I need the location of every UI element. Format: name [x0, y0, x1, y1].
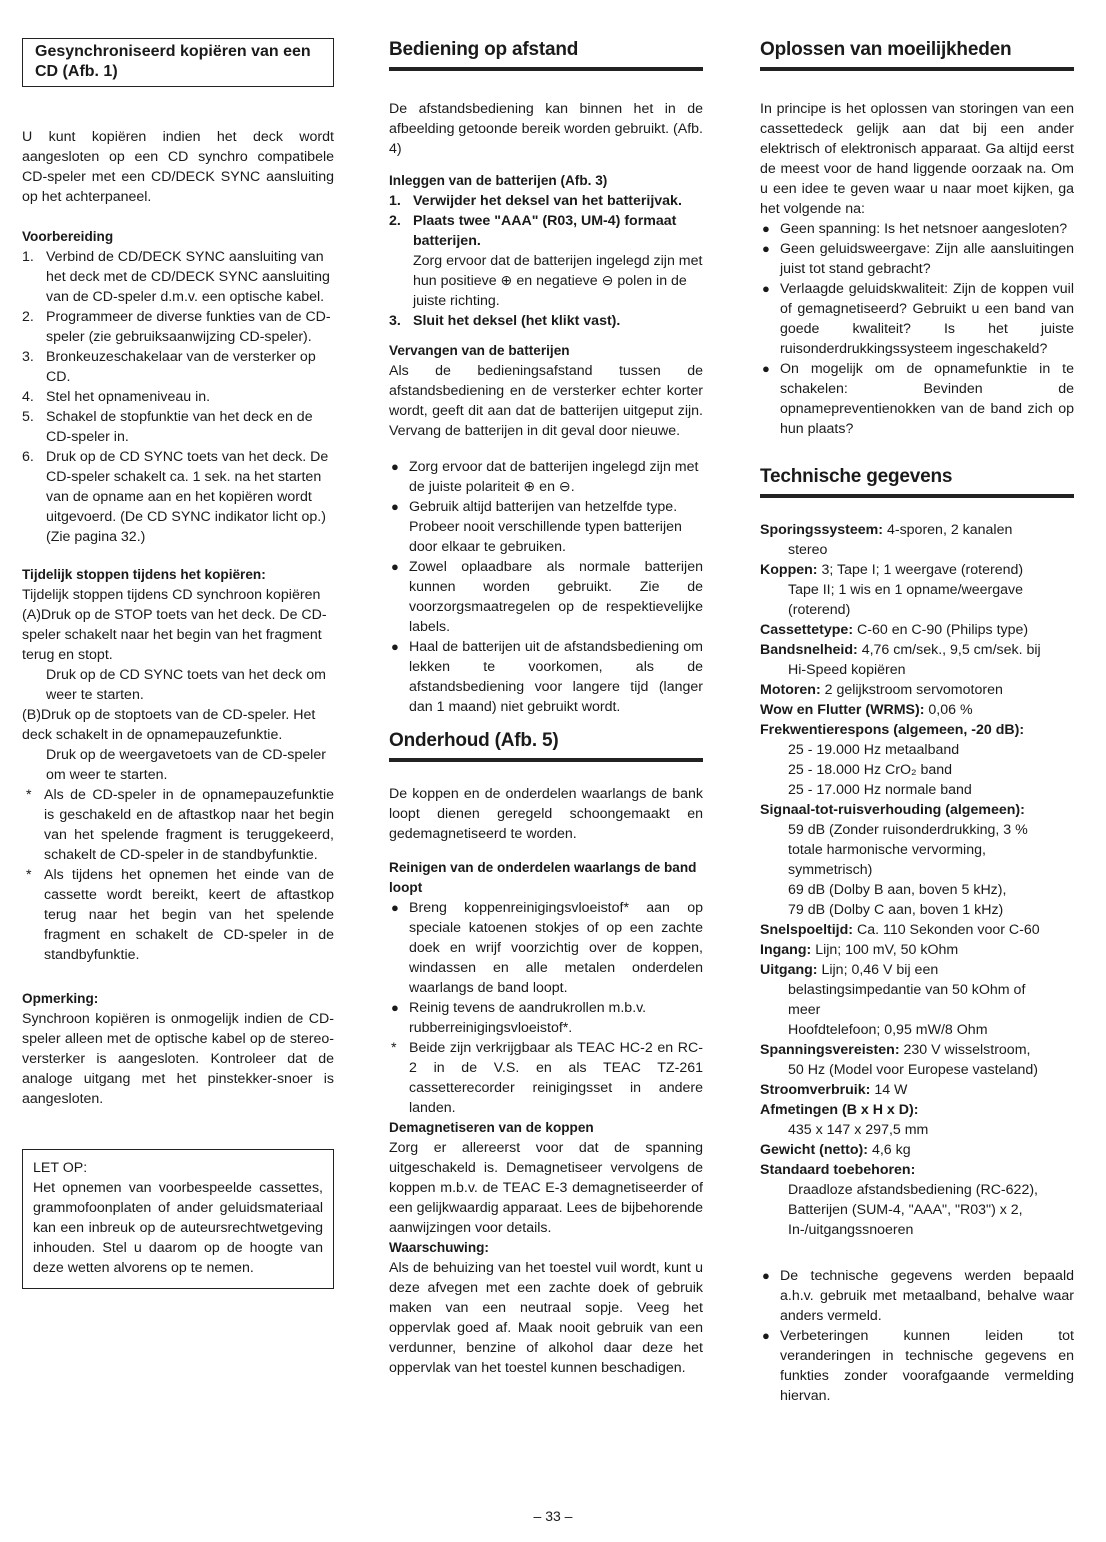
pause-b-restart: Druk op de weergavetoets van de CD-speler om weer te starten. — [46, 747, 326, 783]
column-right — [760, 38, 1074, 1406]
battery-replace-title: Vervangen van de batterijen — [389, 343, 570, 358]
clean-bullets — [389, 898, 703, 1038]
battery-step: 1. Verwijder het deksel van het batterijvak. — [389, 193, 682, 209]
spec-row: Standaard toebehoren: Draadloze afstandsbediening (RC-622), Batterijen (SUM-4, "AAA", "R03") x 2, In-/uitgangssnoeren — [760, 1162, 1038, 1238]
star-note: * Als de CD-speler in de opnamepauzefunktie is geschakeld en de aftastkop naar het begin van het spelende fragment is teruggekeerd, schakelt de CD-speler in de standbyfunktie. — [26, 787, 334, 863]
prep-step: 6. Druk op de CD SYNC toets van het deck. De CD-speler schakelt ca. 1 sek. na het starten van de opname aan en het kopiëren wordt uitgevoerd. (De CD SYNC indikator licht op.) (Zie pagina 32.) — [22, 449, 329, 545]
note-title: Opmerking: — [22, 991, 99, 1006]
spec-row: Motoren: 2 gelijkstroom servomotoren — [760, 682, 1003, 698]
pause-b: (B)Druk op de stoptoets van de CD-speler. Het deck schakelt in de opnamepauzefunktie. — [22, 707, 316, 743]
spec-notes — [760, 1266, 1074, 1406]
pause-intro: Tijdelijk stoppen tijdens CD synchroon kopiëren — [22, 587, 321, 603]
trouble-bullet: ● On mogelijk om de opnamefunktie in te schakelen: Bevinden de opnamepreventienokken van de band zich op hun plaats? — [762, 361, 1074, 437]
troubleshooting-intro: In principe is het oplossen van storingen van een cassettedeck gelijk aan dat bij een ander elektrisch of elektronisch apparaat. Ga altijd eerst de meest voor de hand liggende oorzaak na. Om u een idee te geven waar u naar moet kijken, ga het volgende na: — [760, 101, 1074, 217]
demag-title: Demagnetiseren van de koppen — [389, 1120, 594, 1135]
spec-row: Afmetingen (B x H x D): 435 x 147 x 297,5 mm — [760, 1102, 929, 1138]
column-left — [22, 38, 334, 1289]
clean-star-note — [389, 1038, 703, 1118]
spec-row: Snelspoeltijd: Ca. 110 Sekonden voor C-60 — [760, 922, 1040, 938]
trouble-bullet: ● Verlaagde geluidskwaliteit: Zijn de koppen vuil of gemagnetiseerd? Gebruikt u een band van goede kwaliteit? Is het juiste ruisonderdrukkingssysteem ingeschakeld? — [762, 281, 1074, 357]
spec-row: Sporingssysteem: 4-sporen, 2 kanalen stereo — [760, 522, 1013, 558]
warning-text: Als de behuizing van het toestel vuil wordt, kunt u deze afvegen met een zachte doek of gebruik maken van een neutraal sopje. Veeg het oppervlak goed af. Maak nooit gebruik van een verdunner, benzine of alkohol daar deze het oppervlak van het toestel kunnen beschadigen. — [389, 1260, 703, 1376]
cd-sync-copy-heading: Gesynchroniseerd kopiëren van een CD (Afb. 1) — [22, 38, 334, 87]
tech-specs-heading: Technische gegevens — [760, 465, 1074, 498]
note-text: Synchroon kopiëren is onmogelijk indien de CD-speler alleen met de optische kabel op de stereo-versterker is aangesloten. Kontroleer dat de analoge uitgang met het pinstekker-snoer is aangesloten. — [22, 1011, 334, 1107]
prep-step: 3. Bronkeuzeschakelaar van de versterker op CD. — [22, 349, 316, 385]
battery-steps — [389, 191, 703, 331]
prep-step: 2. Programmeer de diverse funkties van de CD-speler (zie gebruiksaanwijzing CD-speler). — [22, 309, 331, 345]
battery-bullet: ● Zowel oplaadbare als normale batterijen kunnen worden gebruikt. Zie de voorzorgsmaatregelen op de respektievelijke labels. — [391, 559, 703, 635]
spec-row: Frekwentierespons (algemeen, -20 dB): 25 - 19.000 Hz metaalband 25 - 18.000 Hz CrO₂ band 25 - 17.000 Hz normale band — [760, 722, 1025, 798]
prep-title: Voorbereiding — [22, 229, 114, 244]
trouble-bullet: ● Geen geluidsweergave: Zijn alle aansluitingen juist tot stand gebracht? — [762, 241, 1074, 277]
battery-bullets — [389, 457, 703, 717]
star-notes — [22, 785, 334, 965]
caution-title: LET OP: — [33, 1160, 88, 1176]
prep-step: 1. Verbind de CD/DECK SYNC aansluiting van het deck met de CD/DECK SYNC aansluiting van de CD-speler d.m.v. een optische kabel. — [22, 249, 330, 305]
pause-title: Tijdelijk stoppen tijdens het kopiëren: — [22, 567, 266, 582]
warning-title: Waarschuwing: — [389, 1240, 489, 1255]
battery-step: 2. Plaats twee "AAA" (R03, UM-4) formaat batterijen. Zorg ervoor dat de batterijen ingelegd zijn met hun positieve ⊕ en negatieve ⊖ polen in de juiste richting. — [389, 213, 703, 309]
clean-star: * Beide zijn verkrijgbaar als TEAC HC-2 en RC-2 in de V.S. en als TEAC TZ-261 cassetterecorder reinigingsset in andere landen. — [391, 1040, 703, 1116]
spec-row: Gewicht (netto): 4,6 kg — [760, 1142, 911, 1158]
spec-row: Stroomverbruik: 14 W — [760, 1082, 908, 1098]
spec-row: Cassettetype: C-60 en C-90 (Philips type) — [760, 622, 1029, 638]
clean-bullet: ● Reinig tevens de aandrukrollen m.b.v. rubberreinigingsvloeistof*. — [391, 1000, 647, 1036]
column-middle — [389, 38, 703, 1378]
remote-intro: De afstandsbediening kan binnen het in de afbeelding getoonde bereik worden gebruikt. (Afb. 4) — [389, 101, 703, 157]
star-note: * Als tijdens het opnemen het einde van de cassette wordt bereikt, keert de aftastkop terug naar het begin van het spelende fragment en schakelt de CD-speler in de standbyfunktie. — [26, 867, 334, 963]
spec-row: Ingang: Lijn; 100 mV, 50 kOhm — [760, 942, 959, 958]
spec-list — [760, 520, 1074, 1240]
trouble-bullet: ● Geen spanning: Is het netsnoer aangesloten? — [762, 221, 1068, 237]
battery-bullet: ● Zorg ervoor dat de batterijen ingelegd zijn met de juiste polariteit ⊕ en ⊖. — [391, 459, 699, 495]
spec-row: Wow en Flutter (WRMS): 0,06 % — [760, 702, 973, 718]
spec-row: Koppen: 3; Tape I; 1 weergave (roterend) Tape II; 1 wis en 1 opname/weergave (roterend) — [760, 562, 1024, 618]
troubleshooting-bullets — [760, 219, 1074, 439]
spec-row: Spanningsvereisten: 230 V wisselstroom, 50 Hz (Model voor Europese vasteland) — [760, 1042, 1038, 1078]
spec-note: ● Verbeteringen kunnen leiden tot veranderingen in technische gegevens en funkties zonder voorafgaande vermelding hiervan. — [762, 1328, 1074, 1404]
clean-title: Reinigen van de onderdelen waarlangs de band loopt — [389, 860, 697, 895]
troubleshooting-heading: Oplossen van moeilijkheden — [760, 38, 1074, 71]
spec-row: Bandsnelheid: 4,76 cm/sek., 9,5 cm/sek. bij Hi-Speed kopiëren — [760, 642, 1041, 678]
page-number: – 33 – — [533, 1508, 573, 1524]
caution-box — [22, 1149, 334, 1289]
maintenance-intro: De koppen en de onderdelen waarlangs de bank loopt dienen geregeld schoongemaakt en gedemagnetiseerd te worden. — [389, 786, 703, 842]
battery-insert-title: Inleggen van de batterijen (Afb. 3) — [389, 173, 608, 188]
spec-row: Signaal-tot-ruisverhouding (algemeen): 59 dB (Zonder ruisonderdrukking, 3 % totale harmonische vervorming, symmetrisch) 69 dB (Dolby B aan, boven 5 kHz), 79 dB (Dolby C aan, boven 1 kHz) — [760, 802, 1028, 918]
pause-a: (A)Druk op de STOP toets van het deck. De CD-speler schakelt naar het begin van het fragment terug en stopt. — [22, 607, 327, 663]
maintenance-heading: Onderhoud (Afb. 5) — [389, 729, 703, 762]
clean-bullet: ● Breng koppenreinigingsvloeistof* aan op speciale katoenen stokjes of op een zachte doek en wrijf voorzichtig over de koppen, windassen en alle metalen onderdelen waarlangs de band loopt. — [391, 900, 703, 996]
spec-row: Uitgang: Lijn; 0,46 V bij een belastingsimpedantie van 50 kOhm of meer Hoofdtelefoon; 0,95 mW/8 Ohm — [760, 962, 1026, 1038]
demag-text: Zorg er allereerst voor dat de spanning uitgeschakeld is. Demagnetiseer vervolgens de koppen m.b.v. de TEAC E-3 demagnetiseerder of een gelijkwaardig apparaat. Lees de bijbehorende aanwijzingen voor details. — [389, 1140, 703, 1236]
battery-bullet: ● Gebruik altijd batterijen van hetzelfde type. Probeer nooit verschillende typen batterijen door elkaar te gebruiken. — [391, 499, 682, 555]
remote-heading: Bediening op afstand — [389, 38, 703, 71]
battery-replace-text: Als de bedieningsafstand tussen de afstandsbediening en de versterker echter korter wordt, geeft dit aan dat de batterijen uitgeput zijn. Vervang de batterijen in dit geval door nieuwe. — [389, 363, 703, 439]
battery-bullet: ● Haal de batterijen uit de afstandsbediening om lekken te voorkomen, als de afstandsbediening voor langere tijd (langer dan 1 maand) niet gebruikt wordt. — [391, 639, 703, 715]
cd-sync-intro: U kunt kopiëren indien het deck wordt aangesloten op een CD synchro compatibele CD-speler met een CD/DECK SYNC aansluiting op het achterpaneel. — [22, 129, 334, 205]
prep-steps — [22, 247, 334, 547]
battery-step: 3. Sluit het deksel (het klikt vast). — [389, 313, 621, 329]
caution-text: Het opnemen van voorbespeelde cassettes, grammofoonplaten of ander geluidsmateriaal kan een inbreuk op de auteursrechtwetgeving inhouden. Stel u daarom op de hoogte van deze wetten alvorens op te nemen. — [33, 1180, 323, 1276]
prep-step: 5. Schakel de stopfunktie van het deck en de CD-speler in. — [22, 409, 313, 445]
prep-step: 4. Stel het opnameniveau in. — [22, 389, 211, 405]
pause-a-restart: Druk op de CD SYNC toets van het deck om weer te starten. — [46, 667, 326, 703]
spec-note: ● De technische gegevens werden bepaald a.h.v. gebruik met metaalband, behalve waar anders vermeld. — [762, 1268, 1074, 1324]
